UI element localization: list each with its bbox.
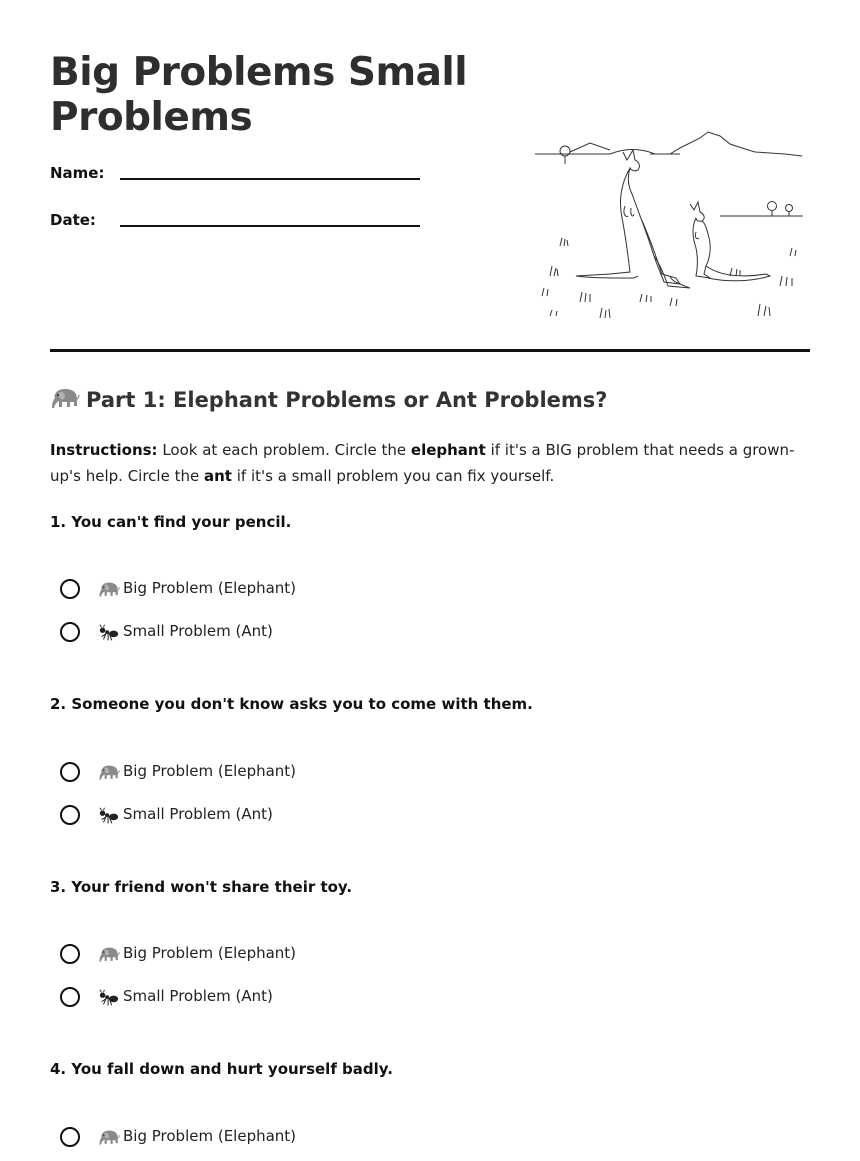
q2-big-label: Big Problem (Elephant) bbox=[123, 762, 297, 780]
name-field[interactable] bbox=[50, 164, 420, 188]
part1-heading bbox=[50, 387, 607, 412]
instructions-lead: Instructions: bbox=[50, 441, 158, 459]
ant-icon bbox=[98, 806, 120, 826]
q4-big-label: Big Problem (Elephant) bbox=[123, 1127, 297, 1145]
elephant-icon bbox=[98, 1128, 120, 1148]
elephant-icon bbox=[50, 387, 80, 411]
elephant-icon bbox=[98, 580, 120, 600]
q3-small-label: Small Problem (Ant) bbox=[123, 987, 273, 1005]
page-title: Big Problems Small Problems bbox=[50, 50, 468, 140]
q2-small-radio[interactable] bbox=[60, 805, 80, 825]
instructions-ant-word: ant bbox=[203, 467, 232, 485]
instructions-text3: if it's a small problem you can fix yourself. bbox=[231, 467, 555, 485]
ant-icon bbox=[98, 988, 120, 1008]
question-3: 3. Your friend won't share their toy. bbox=[50, 878, 353, 896]
elephant-icon bbox=[98, 763, 120, 783]
date-label: Date: bbox=[50, 211, 96, 229]
instructions-text1: Look at each problem. Circle the bbox=[157, 441, 411, 459]
question-1: 1. You can't find your pencil. bbox=[50, 513, 292, 531]
part1-heading-text: Part 1: Elephant Problems or Ant Problems? bbox=[86, 388, 608, 412]
q3-small-radio[interactable] bbox=[60, 987, 80, 1007]
q1-option-small[interactable] bbox=[60, 622, 460, 646]
instructions-text2: if it's a BIG problem that needs a grown-up's help. Circle the bbox=[50, 441, 795, 485]
q2-small-label: Small Problem (Ant) bbox=[123, 805, 273, 823]
q3-option-small[interactable] bbox=[60, 987, 460, 1011]
instructions-elephant-word: elephant bbox=[410, 441, 486, 459]
name-label: Name: bbox=[50, 164, 105, 182]
q2-option-big[interactable] bbox=[60, 762, 460, 786]
question-2: 2. Someone you don't know asks you to come with them. bbox=[50, 695, 533, 713]
kangaroo-illustration bbox=[530, 126, 810, 322]
elephant-icon bbox=[98, 945, 120, 965]
q1-small-radio[interactable] bbox=[60, 622, 80, 642]
q3-big-label: Big Problem (Elephant) bbox=[123, 944, 297, 962]
q4-big-radio[interactable] bbox=[60, 1127, 80, 1147]
date-line[interactable] bbox=[120, 225, 420, 227]
q3-option-big[interactable] bbox=[60, 944, 460, 968]
date-field[interactable] bbox=[50, 211, 420, 235]
q1-big-label: Big Problem (Elephant) bbox=[123, 579, 297, 597]
q3-big-radio[interactable] bbox=[60, 944, 80, 964]
q1-big-radio[interactable] bbox=[60, 579, 80, 599]
ant-icon bbox=[98, 623, 120, 643]
question-4: 4. You fall down and hurt yourself badly. bbox=[50, 1060, 393, 1078]
instructions bbox=[50, 437, 815, 489]
q2-big-radio[interactable] bbox=[60, 762, 80, 782]
q1-option-big[interactable] bbox=[60, 579, 460, 603]
q4-option-big[interactable] bbox=[60, 1127, 460, 1151]
name-line[interactable] bbox=[120, 178, 420, 180]
q1-small-label: Small Problem (Ant) bbox=[123, 622, 273, 640]
header-divider bbox=[50, 349, 810, 352]
q2-option-small[interactable] bbox=[60, 805, 460, 829]
